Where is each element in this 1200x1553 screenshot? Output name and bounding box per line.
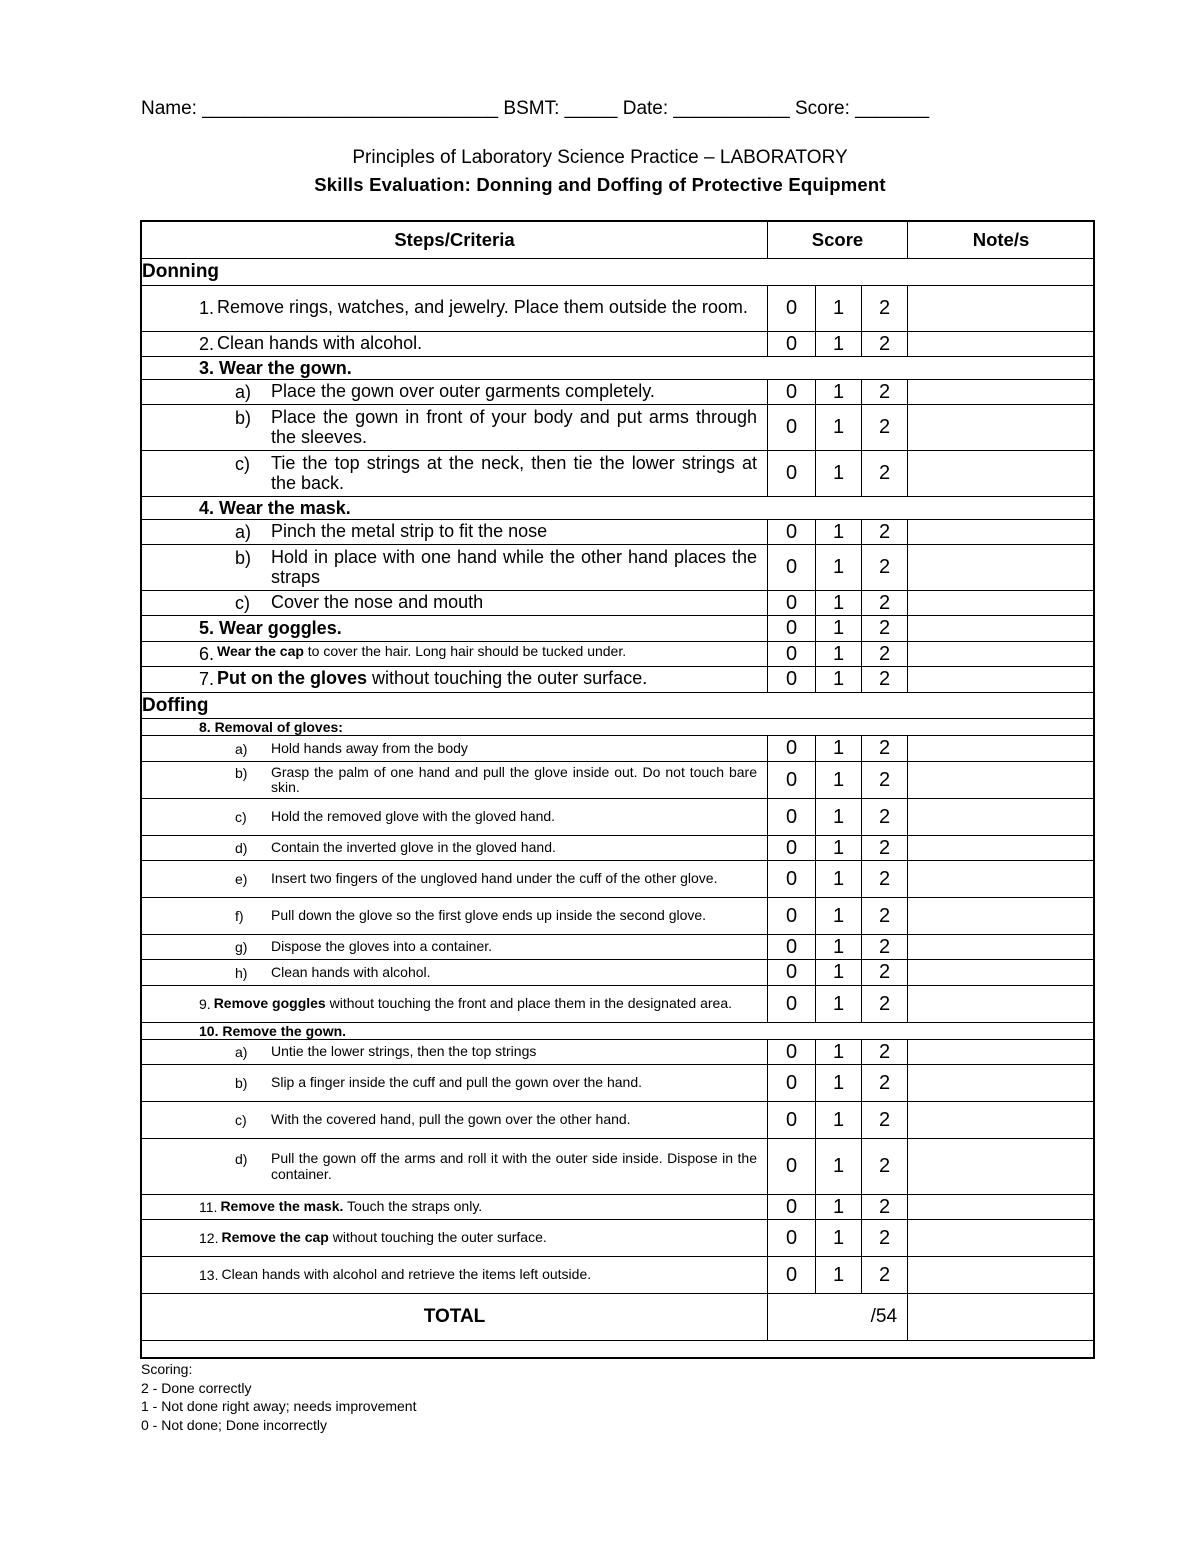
score-2[interactable]: 2 bbox=[862, 1102, 908, 1139]
table-row bbox=[142, 332, 1095, 357]
score-0[interactable]: 0 bbox=[768, 1220, 816, 1257]
score-2[interactable]: 2 bbox=[862, 986, 908, 1023]
notes-cell[interactable] bbox=[908, 799, 1095, 836]
score-0[interactable]: 0 bbox=[768, 986, 816, 1023]
score-1[interactable]: 1 bbox=[816, 861, 862, 898]
criteria-cell: 9. Remove goggles without touching the front and place them in the designated area. bbox=[142, 986, 768, 1023]
score-2[interactable]: 2 bbox=[862, 799, 908, 836]
score-2[interactable]: 2 bbox=[862, 616, 908, 642]
score-0[interactable]: 0 bbox=[768, 667, 816, 693]
table-row bbox=[142, 836, 1095, 861]
doffing-heading: Doffing bbox=[142, 693, 1095, 719]
notes-cell[interactable] bbox=[908, 405, 1095, 451]
notes-cell[interactable] bbox=[908, 960, 1095, 986]
score-0[interactable]: 0 bbox=[768, 405, 816, 451]
step-heading-row bbox=[142, 1023, 1095, 1040]
section-row-doffing bbox=[142, 693, 1095, 719]
scoring-title: Scoring: bbox=[141, 1361, 193, 1377]
criteria-cell: 13. Clean hands with alcohol and retrieve the items left outside. bbox=[142, 1257, 768, 1294]
score-1[interactable]: 1 bbox=[816, 1220, 862, 1257]
notes-cell[interactable] bbox=[908, 451, 1095, 497]
criteria-cell: 12. Remove the cap without touching the outer surface. bbox=[142, 1220, 768, 1257]
criteria-cell: a) Untie the lower strings, then the top strings bbox=[142, 1040, 768, 1065]
score-2[interactable]: 2 bbox=[862, 332, 908, 357]
step-heading-row bbox=[142, 357, 1095, 380]
score-0[interactable]: 0 bbox=[768, 380, 816, 405]
notes-cell[interactable] bbox=[908, 642, 1095, 667]
notes-cell[interactable] bbox=[908, 667, 1095, 693]
notes-cell[interactable] bbox=[908, 1139, 1095, 1195]
table-row bbox=[142, 591, 1095, 616]
score-2[interactable]: 2 bbox=[862, 667, 908, 693]
table-row bbox=[142, 1102, 1095, 1139]
table-row bbox=[142, 616, 1095, 642]
criteria-cell: 6. Wear the cap to cover the hair. Long hair should be tucked under. bbox=[142, 642, 768, 667]
score-2[interactable]: 2 bbox=[862, 736, 908, 762]
notes-cell[interactable] bbox=[908, 836, 1095, 861]
total-score[interactable]: /54 bbox=[768, 1294, 908, 1341]
score-1[interactable]: 1 bbox=[816, 1040, 862, 1065]
score-1[interactable]: 1 bbox=[816, 405, 862, 451]
score-1[interactable]: 1 bbox=[816, 1257, 862, 1294]
notes-cell[interactable] bbox=[908, 1257, 1095, 1294]
criteria-cell: 11. Remove the mask. Touch the straps only. bbox=[142, 1195, 768, 1220]
criteria-cell: c) With the covered hand, pull the gown over the other hand. bbox=[142, 1102, 768, 1139]
table-row bbox=[142, 986, 1095, 1023]
table-row bbox=[142, 736, 1095, 762]
score-2[interactable]: 2 bbox=[862, 405, 908, 451]
criteria-cell: 4. Wear the mask. bbox=[142, 497, 1095, 520]
score-0[interactable]: 0 bbox=[768, 616, 816, 642]
criteria-cell: b) Grasp the palm of one hand and pull the glove inside out. Do not touch bare skin. bbox=[142, 762, 768, 799]
notes-cell[interactable] bbox=[908, 762, 1095, 799]
table-row bbox=[142, 1257, 1095, 1294]
notes-cell[interactable] bbox=[908, 986, 1095, 1023]
total-row bbox=[142, 1294, 1095, 1341]
notes-cell[interactable] bbox=[908, 1040, 1095, 1065]
score-2[interactable]: 2 bbox=[862, 1040, 908, 1065]
evaluation-title: Skills Evaluation: Donning and Doffing of Protective Equipment bbox=[314, 174, 886, 195]
score-2[interactable]: 2 bbox=[862, 451, 908, 497]
score-2[interactable]: 2 bbox=[862, 1195, 908, 1220]
score-2[interactable]: 2 bbox=[862, 836, 908, 861]
score-1[interactable]: 1 bbox=[816, 736, 862, 762]
table-row bbox=[142, 286, 1095, 332]
table-row bbox=[142, 545, 1095, 591]
score-2[interactable]: 2 bbox=[862, 545, 908, 591]
notes-cell[interactable] bbox=[908, 1102, 1095, 1139]
notes-cell[interactable] bbox=[908, 1065, 1095, 1102]
step-heading-row bbox=[142, 497, 1095, 520]
score-2[interactable]: 2 bbox=[862, 380, 908, 405]
table-row bbox=[142, 898, 1095, 935]
name-date-score-line: Name: ____________________________ BSMT: _____ Date: ___________ Score: _______ bbox=[141, 98, 930, 119]
score-2[interactable]: 2 bbox=[862, 286, 908, 332]
table-row bbox=[142, 405, 1095, 451]
table-row bbox=[142, 1195, 1095, 1220]
criteria-cell: b) Hold in place with one hand while the other hand places the straps bbox=[142, 545, 768, 591]
score-0[interactable]: 0 bbox=[768, 451, 816, 497]
criteria-cell: 7. Put on the gloves without touching the outer surface. bbox=[142, 667, 768, 693]
criteria-cell: f) Pull down the glove so the first glove ends up inside the second glove. bbox=[142, 898, 768, 935]
criteria-cell: 8. Removal of gloves: bbox=[142, 719, 1095, 736]
score-2[interactable]: 2 bbox=[862, 861, 908, 898]
table-header-row bbox=[142, 222, 1095, 259]
table-row bbox=[142, 451, 1095, 497]
score-0[interactable]: 0 bbox=[768, 935, 816, 960]
criteria-cell: 2. Clean hands with alcohol. bbox=[142, 332, 768, 357]
score-2[interactable]: 2 bbox=[862, 520, 908, 545]
score-0[interactable]: 0 bbox=[768, 799, 816, 836]
score-0[interactable]: 0 bbox=[768, 898, 816, 935]
score-0[interactable]: 0 bbox=[768, 591, 816, 616]
table-row bbox=[142, 1220, 1095, 1257]
scoring-2: 2 - Done correctly bbox=[141, 1379, 252, 1396]
score-0[interactable]: 0 bbox=[768, 1195, 816, 1220]
criteria-cell: 5. Wear goggles. bbox=[142, 616, 768, 642]
scoring-1: 1 - Not done right away; needs improvement bbox=[141, 1398, 417, 1414]
table-row bbox=[142, 1065, 1095, 1102]
criteria-cell: c) Cover the nose and mouth bbox=[142, 591, 768, 616]
score-1[interactable]: 1 bbox=[816, 986, 862, 1023]
score-header: Score bbox=[768, 222, 908, 259]
notes-header: Note/s bbox=[908, 222, 1095, 259]
score-0[interactable]: 0 bbox=[768, 1102, 816, 1139]
notes-cell[interactable] bbox=[908, 332, 1095, 357]
score-1[interactable]: 1 bbox=[816, 286, 862, 332]
criteria-cell: c) Tie the top strings at the neck, then tie the lower strings at the back. bbox=[142, 451, 768, 497]
score-1[interactable]: 1 bbox=[816, 799, 862, 836]
total-notes-cell[interactable] bbox=[908, 1294, 1095, 1341]
score-1[interactable]: 1 bbox=[816, 545, 862, 591]
score-1[interactable]: 1 bbox=[816, 332, 862, 357]
criteria-cell: d) Contain the inverted glove in the gloved hand. bbox=[142, 836, 768, 861]
score-1[interactable]: 1 bbox=[816, 836, 862, 861]
score-0[interactable]: 0 bbox=[768, 762, 816, 799]
notes-cell[interactable] bbox=[908, 286, 1095, 332]
criteria-cell: b) Place the gown in front of your body and put arms through the sleeves. bbox=[142, 405, 768, 451]
score-1[interactable]: 1 bbox=[816, 762, 862, 799]
section-row-donning bbox=[142, 259, 1095, 286]
scoring-legend bbox=[141, 1360, 416, 1434]
criteria-cell: g) Dispose the gloves into a container. bbox=[142, 935, 768, 960]
score-2[interactable]: 2 bbox=[862, 591, 908, 616]
criteria-cell: a) Pinch the metal strip to fit the nose bbox=[142, 520, 768, 545]
score-1[interactable]: 1 bbox=[816, 667, 862, 693]
score-0[interactable]: 0 bbox=[768, 736, 816, 762]
score-1[interactable]: 1 bbox=[816, 898, 862, 935]
score-0[interactable]: 0 bbox=[768, 520, 816, 545]
score-1[interactable]: 1 bbox=[816, 1139, 862, 1195]
donning-heading: Donning bbox=[142, 259, 1095, 286]
scoring-0: 0 - Not done; Done incorrectly bbox=[141, 1416, 327, 1433]
score-0[interactable]: 0 bbox=[768, 545, 816, 591]
table-row bbox=[142, 1139, 1095, 1195]
table-row bbox=[142, 1040, 1095, 1065]
score-2[interactable]: 2 bbox=[862, 898, 908, 935]
score-0[interactable]: 0 bbox=[768, 1257, 816, 1294]
score-1[interactable]: 1 bbox=[816, 616, 862, 642]
criteria-cell: 1. Remove rings, watches, and jewelry. Place them outside the room. bbox=[142, 286, 768, 332]
score-1[interactable]: 1 bbox=[816, 380, 862, 405]
table-row bbox=[142, 861, 1095, 898]
score-0[interactable]: 0 bbox=[768, 836, 816, 861]
table-row bbox=[142, 960, 1095, 986]
table-row bbox=[142, 642, 1095, 667]
table-row bbox=[142, 667, 1095, 693]
score-0[interactable]: 0 bbox=[768, 286, 816, 332]
notes-cell[interactable] bbox=[908, 1220, 1095, 1257]
score-0[interactable]: 0 bbox=[768, 332, 816, 357]
score-1[interactable]: 1 bbox=[816, 642, 862, 667]
score-0[interactable]: 0 bbox=[768, 861, 816, 898]
table-row bbox=[142, 762, 1095, 799]
score-1[interactable]: 1 bbox=[816, 451, 862, 497]
score-2[interactable]: 2 bbox=[862, 642, 908, 667]
score-1[interactable]: 1 bbox=[816, 1195, 862, 1220]
score-0[interactable]: 0 bbox=[768, 1040, 816, 1065]
criteria-cell: a) Place the gown over outer garments completely. bbox=[142, 380, 768, 405]
score-0[interactable]: 0 bbox=[768, 642, 816, 667]
criteria-cell: 10. Remove the gown. bbox=[142, 1023, 1095, 1040]
score-0[interactable]: 0 bbox=[768, 1065, 816, 1102]
score-0[interactable]: 0 bbox=[768, 960, 816, 986]
criteria-cell: a) Hold hands away from the body bbox=[142, 736, 768, 762]
criteria-cell: e) Insert two fingers of the ungloved hand under the cuff of the other glove. bbox=[142, 861, 768, 898]
notes-cell[interactable] bbox=[908, 898, 1095, 935]
steps-criteria-header: Steps/Criteria bbox=[142, 222, 768, 259]
score-0[interactable]: 0 bbox=[768, 1139, 816, 1195]
notes-cell[interactable] bbox=[908, 861, 1095, 898]
notes-cell[interactable] bbox=[908, 520, 1095, 545]
score-1[interactable]: 1 bbox=[816, 935, 862, 960]
score-2[interactable]: 2 bbox=[862, 1065, 908, 1102]
total-label: TOTAL bbox=[142, 1294, 768, 1341]
score-1[interactable]: 1 bbox=[816, 591, 862, 616]
criteria-cell: 3. Wear the gown. bbox=[142, 357, 1095, 380]
criteria-cell: b) Slip a finger inside the cuff and pull the gown over the hand. bbox=[142, 1065, 768, 1102]
skills-evaluation-table bbox=[141, 221, 1095, 1341]
score-1[interactable]: 1 bbox=[816, 960, 862, 986]
notes-cell[interactable] bbox=[908, 380, 1095, 405]
course-title: Principles of Laboratory Science Practice – LABORATORY bbox=[352, 147, 848, 168]
table-row bbox=[142, 520, 1095, 545]
score-1[interactable]: 1 bbox=[816, 520, 862, 545]
step-heading-row bbox=[142, 719, 1095, 736]
notes-cell[interactable] bbox=[908, 591, 1095, 616]
criteria-cell: c) Hold the removed glove with the gloved hand. bbox=[142, 799, 768, 836]
table-row bbox=[142, 799, 1095, 836]
score-1[interactable]: 1 bbox=[816, 1065, 862, 1102]
score-2[interactable]: 2 bbox=[862, 960, 908, 986]
table-row bbox=[142, 380, 1095, 405]
score-1[interactable]: 1 bbox=[816, 1102, 862, 1139]
table-row bbox=[142, 935, 1095, 960]
notes-cell[interactable] bbox=[908, 616, 1095, 642]
criteria-cell: h) Clean hands with alcohol. bbox=[142, 960, 768, 986]
criteria-cell: d) Pull the gown off the arms and roll it with the outer side inside. Dispose in the container. bbox=[142, 1139, 768, 1195]
score-2[interactable]: 2 bbox=[862, 1139, 908, 1195]
notes-cell[interactable] bbox=[908, 935, 1095, 960]
notes-cell[interactable] bbox=[908, 1195, 1095, 1220]
notes-cell[interactable] bbox=[908, 545, 1095, 591]
notes-cell[interactable] bbox=[908, 736, 1095, 762]
score-2[interactable]: 2 bbox=[862, 1257, 908, 1294]
score-2[interactable]: 2 bbox=[862, 1220, 908, 1257]
score-2[interactable]: 2 bbox=[862, 762, 908, 799]
score-2[interactable]: 2 bbox=[862, 935, 908, 960]
